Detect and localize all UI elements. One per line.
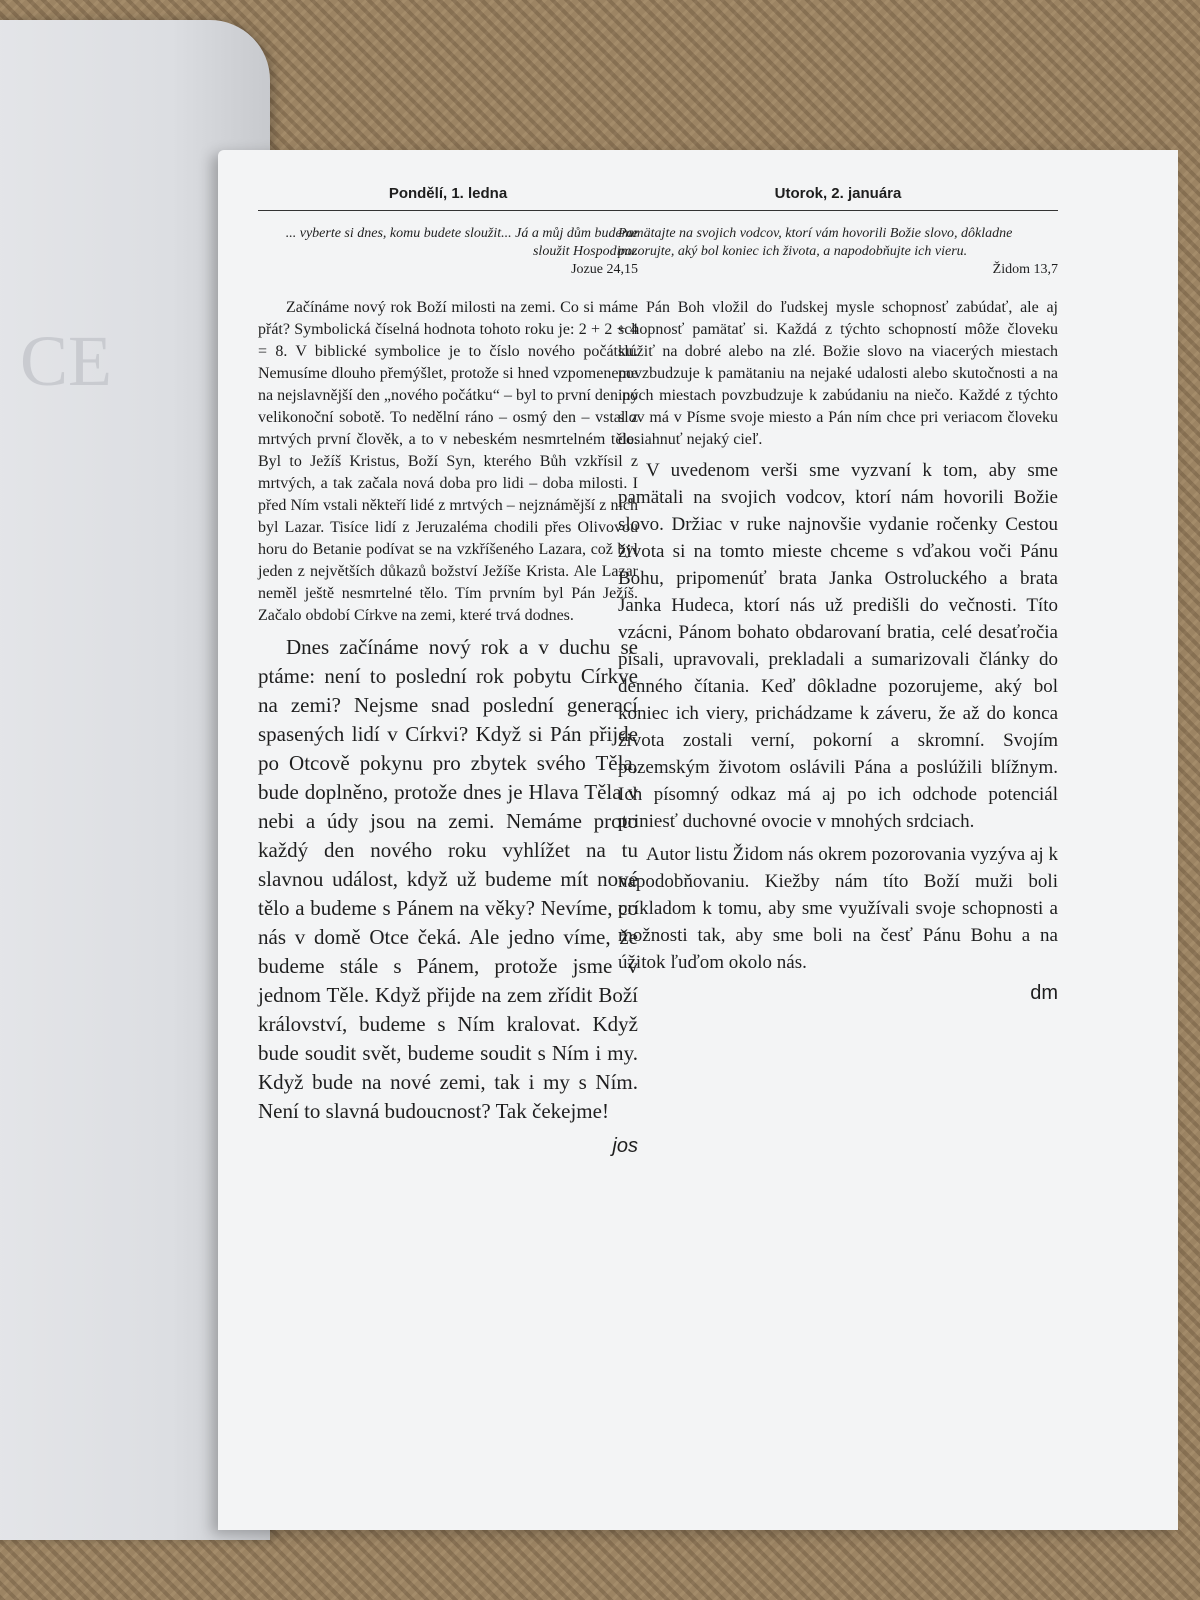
bible-verse-motto — [618, 225, 1058, 279]
paragraph-2: V uvedenom verši sme vyzvaní k tom, aby sme pamätali na svojich vodcov, ktorí nám hovorili Božie slovo. Držiac v ruke najnovšie vydanie ročenky Cestou života si na tomto mieste chceme s vďakou voči Pánu Bohu, pripomenúť brata Janka Ostroluckého a brata Janka Hudeca, ktorí nás už predišli do večnosti. Títo vzácni, Pánom bohato obdarovaní bratia, celé desaťročia písali, upravovali, prekladali a sumarizovali články do denného čítania. Keď dôkladne pozorujeme, aký bol koniec ich viery, prichádzame k záveru, že až do konca života zostali verní, pokorní a skromní. Svojím pozemským životom oslávili Pána a poslúžili blížnym. Ich písomný odkaz má aj po ich odchode potenciál priniesť duchovné ovocie v mnohých srdciach. — [618, 460, 1058, 832]
author-signature: jos — [612, 1135, 638, 1157]
paragraph-3: Autor listu Židom nás okrem pozorovania vyzýva aj k napodobňovaniu. Kiežby nám títo Boží muži boli príkladom k tomu, aby sme využívali svoje schopnosti a možnosti tak, aby sme boli na česť Pánu Bohu a na úžitok ľuďom okolo nás. — [618, 844, 1058, 973]
devotional-column-monday — [258, 185, 638, 1157]
verse-reference: Jozue 24,15 — [571, 262, 638, 277]
day-heading: Pondělí, 1. ledna — [258, 185, 638, 211]
book-page — [218, 150, 1178, 1530]
paragraph-1: Pán Boh vložil do ľudskej mysle schopnosť zabúdať, ale aj schopnosť pamätať si. Každá z týchto schopností môže človeku slúžiť na dobré alebo na zlé. Božie slovo na viacerých miestach povzbudzuje k pamätaniu na nejaké udalosti alebo skutočnosti a na iných miestach povzbudzuje k zabúdaniu na niečo. Každé z týchto slov má v Písme svoje miesto a Pán ním chce pri veriacom človeku dosiahnuť nejaký cieľ. — [618, 299, 1058, 448]
devotional-column-tuesday — [618, 185, 1058, 1005]
motto-text: ... vyberte si dnes, komu budete sloužit... Já a můj dům budeme sloužit Hospodinu. — [285, 226, 638, 259]
left-page-ghost-text: CE — [20, 321, 113, 401]
motto-text: Pamätajte na svojich vodcov, ktorí vám hovorili Božie slovo, dôkladne pozorujte, aký bol koniec ich života, a napodobňujte ich vieru. — [618, 226, 1013, 259]
paragraph-1: Začínáme nový rok Boží milosti na zemi. Co si máme přát? Symbolická číselná hodnota tohoto roku je: 2 + 2 + 4 = 8. V biblické symbolice je to číslo nového počátku. Nemusíme dlouho přemýšlet, protože si hned vzpomeneme na nejslavnější den „nového počátku“ – byl to první den po velikonoční sobotě. To nedělní ráno – osmý den – vstal z mrtvých první člověk, a to v nebeském nesmrtelném těle. Byl to Ježíš Kristus, Boží Syn, kterého Bůh vzkřísil z mrtvých, a tak začala nová doba pro lidi – doba milosti. I před Ním vstali někteří lidé z mrtvých – nejznámější z nich byl Lazar. Tisíce lidí z Jeruzaléma chodili přes Olivovou horu do Betanie podívat se na vzkříšeného Lazara, což byl jeden z největších důkazů božství Ježíše Krista. Ale Lazar neměl ještě nesmrtelné tělo. Tím prvním byl Pán Ježíš. Začalo období Církve na zemi, které trvá dodnes. — [258, 299, 638, 624]
paragraph-2: Dnes začínáme nový rok a v duchu se ptáme: není to poslední rok pobytu Církve na zemi? Nejsme snad poslední generací spasených lidí v Církvi? Když si Pán přijde po Otcově pokynu pro zbytek svého Těla, bude doplněno, protože dnes je Hlava Těla v nebi a údy jsou na zemi. Nemáme proto každý den nového roku vyhlížet na tu slavnou událost, když už budeme mít nové tělo a budeme s Pánem na věky? Nevíme, co nás v domě Otce čeká. Ale jedno víme, že budeme stále s Pánem, protože jsme v jednom Těle. Když přijde na zem zřídit Boží království, budeme s Ním kralovat. Když bude soudit svět, budeme soudit s Ním i my. Když bude na nové zemi, tak i my s Ním. Není to slavná budoucnost? Tak čekejme! — [258, 635, 638, 1123]
day-heading: Utorok, 2. januára — [618, 185, 1058, 211]
bible-verse-motto — [258, 225, 638, 279]
author-signature: dm — [1030, 982, 1058, 1004]
verse-reference: Židom 13,7 — [992, 262, 1058, 277]
closing-block — [258, 633, 638, 1157]
